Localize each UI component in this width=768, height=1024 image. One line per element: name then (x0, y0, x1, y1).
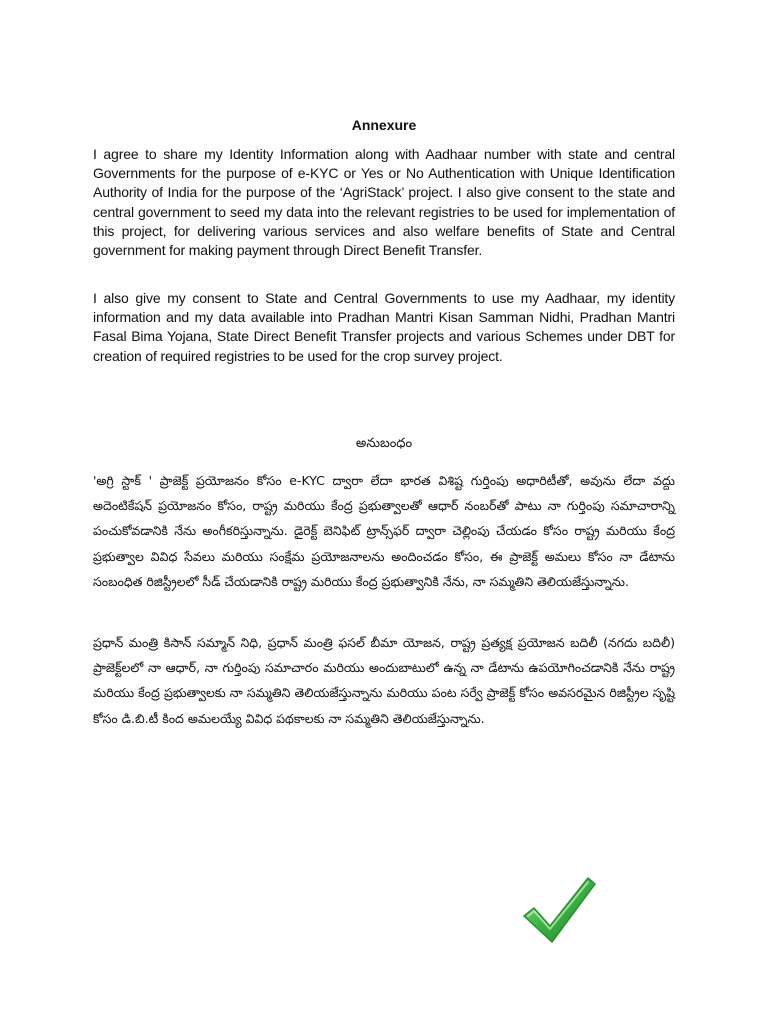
annexure-title: Annexure (351, 117, 417, 133)
telugu-paragraph-2: ప్రధాన్ మంత్రి కిసాన్ సమ్మాన్ నిధి, ప్రధాన్ మంత్రి ఫసల్ బీమా యోజన, రాష్ట్ర ప్రత్యక్ష ప్రయోజన బదిలీ (నగదు బదిలీ) ప్రాజెక్ట్‌లలో నా ఆధార్, నా గుర్తింపు సమాచారం మరియు అందుబాటులో ఉన్న నా డేటాను ఉపయోగించడానికి నేను రాష్ట్ర మరియు కేంద్ర ప్రభుత్వాలకు నా సమ్మతిని తెలియజేస్తున్నాను మరియు పంట సర్వే ప్రాజెక్ట్ కోసం అవసరమైన రిజిస్ట్రీల సృష్టి కోసం డి.బి.టీ కింద అమలయ్యే వివిధ పథకాలకు నా సమ్మతిని తెలియజేస్తున్నాను. (93, 635, 675, 726)
checkmark-icon (520, 872, 598, 946)
annexure-paragraph-2: I also give my consent to State and Central Governments to use my Aadhaar, my identity information and my data available into Pradhan Mantri Kisan Samman Nidhi, Pradhan Mantri Fasal Bima Yojana, State Direct Benefit Transfer projects and various Schemes under DBT for creation of required registries to be used for the crop survey project. (93, 290, 675, 364)
telugu-paragraph-1: 'అగ్రి స్టాక్ ' ప్రాజెక్ట్ ప్రయోజనం కోసం e-KYC ద్వారా లేదా భారత విశిష్ట గుర్తింపు అధారిటీతో, అవును లేదా వద్దు అదెంటికేషన్ ప్రయోజనం కోసం, రాష్ట్ర మరియు కేంద్ర ప్రభుత్వాలతో ఆధార్ నంబర్‌తో పాటు నా గుర్తింపు సమాచారాన్ని పంచుకోవడానికి నేను అంగీకరిస్తున్నాను. డైరెక్ట్ బెనిఫిట్ ట్రాన్స్‌ఫర్ ద్వారా చెల్లింపు చేయడం కోసం రాష్ట్ర మరియు కేంద్ర ప్రభుత్వాల వివిధ సేవలు మరియు సంక్షేమ ప్రయోజనాలను అందించడం కోసం, ఈ ప్రాజెక్ట్ అమలు కోసం నా డేటాను సంబంధిత రిజిస్ట్రీలలో సీడ్ చేయడానికి రాష్ట్ర మరియు కేంద్ర ప్రభుత్వానికి నేను, నా సమ్మతిని తెలియజేస్తున్నాను. (93, 473, 675, 589)
annexure-paragraph-1: I agree to share my Identity Information along with Aadhaar number with state and central Governments for the purpose of e-KYC or Yes or No Authentication with Unique Identification Authority of India for the purpose of the ‘AgriStack’ project. I also give consent to the state and central government to seed my data into the relevant registries to be used for implementation of this project, for delivering various services and also welfare benefits of State and Central government for making payment through Direct Benefit Transfer. (93, 146, 675, 259)
telugu-title: అనుబంధం (355, 435, 413, 450)
